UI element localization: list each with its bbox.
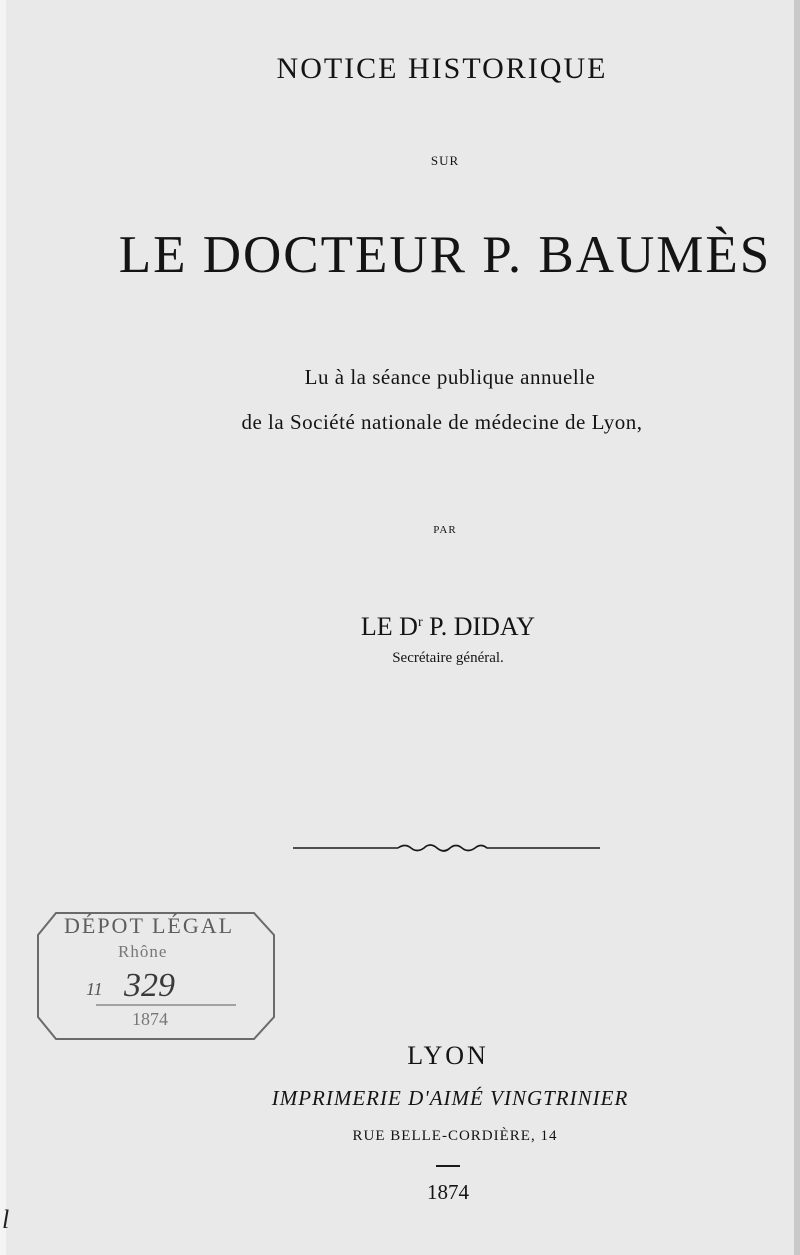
author-name: P. DIDAY: [422, 612, 536, 641]
imprint-year: 1874: [427, 1180, 469, 1204]
stamp-number: 329: [124, 967, 175, 1004]
stamp-handwritten-mark: 11: [86, 979, 103, 999]
stamp-year: 1874: [132, 1009, 168, 1029]
imprint-rule: [436, 1165, 460, 1167]
sur-label: SUR: [430, 153, 460, 168]
author-line: [48, 612, 800, 642]
imprint-city: LYON: [407, 1041, 489, 1070]
margin-mark: l: [2, 1205, 10, 1234]
author-title-superscript: r: [417, 615, 423, 630]
ornamental-divider: [293, 836, 600, 860]
reading-line-1: Lu à la séance publique annuelle: [304, 365, 596, 389]
notice-heading: NOTICE HISTORIQUE: [276, 52, 608, 85]
imprint-printer: IMPRIMERIE D'AIMÉ VINGTRINIER: [271, 1086, 629, 1110]
legal-deposit-stamp: [36, 905, 278, 1045]
author-prefix: LE D: [360, 612, 418, 641]
stamp-title: DÉPOT LÉGAL: [64, 913, 235, 938]
imprint-address: RUE BELLE-CORDIÈRE, 14: [352, 1128, 558, 1144]
author-role: Secrétaire général.: [392, 650, 504, 666]
par-label: PAR: [433, 524, 457, 536]
page-title: LE DOCTEUR P. BAUMÈS: [118, 226, 772, 284]
reading-line-2: de la Société nationale de médecine de Lyon,: [241, 410, 643, 434]
page-left-edge: [0, 0, 6, 1255]
stamp-department: Rhône: [118, 942, 168, 961]
